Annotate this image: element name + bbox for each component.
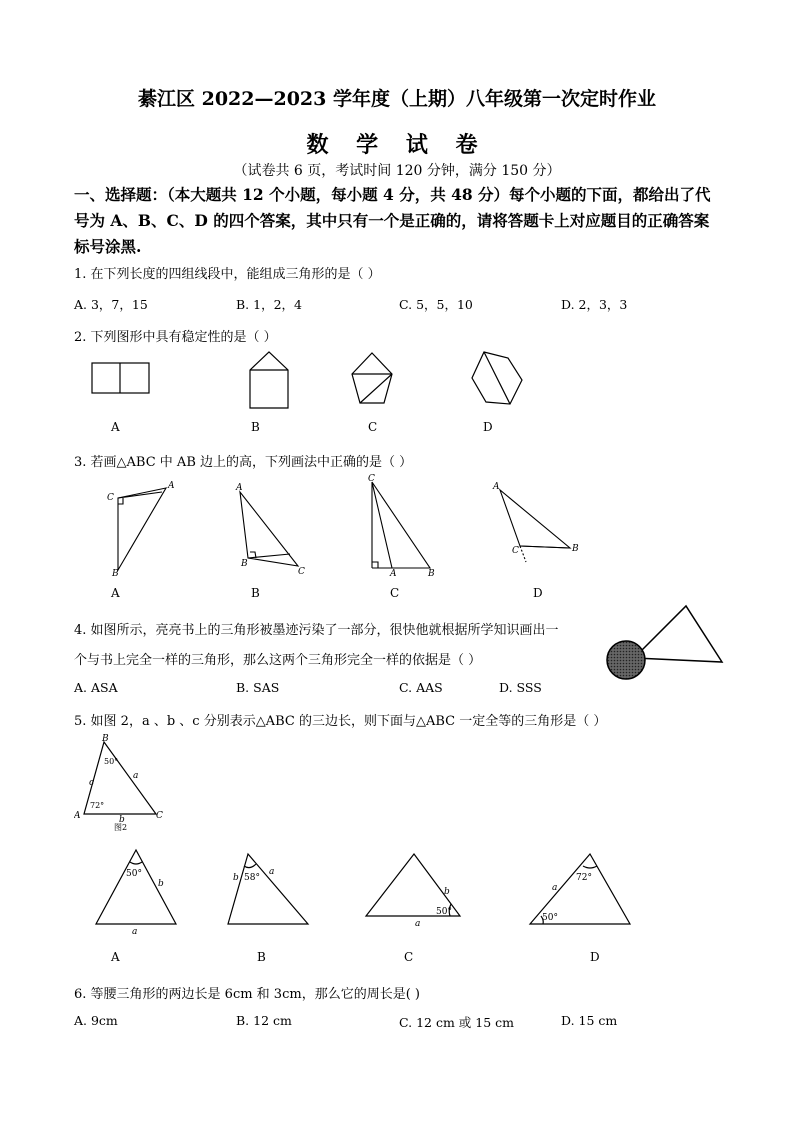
exam-note: （试卷共 6 页，考试时间 120 分钟，满分 150 分） [233, 163, 561, 179]
q1-option-d: D. 2，3，3 [561, 297, 628, 312]
q2-figures [80, 348, 550, 414]
q3-label-b: B [251, 586, 260, 600]
q5-option-figures [86, 840, 646, 936]
q3-d-point-a: A [493, 482, 500, 492]
q5-fig-a [96, 850, 176, 924]
q3-b-point-b: B [241, 559, 248, 569]
q4-option-b: B. SAS [236, 680, 280, 695]
q2-figure-d [472, 352, 522, 404]
q3-figure-a [118, 488, 166, 570]
svg-text:a: a [415, 919, 421, 929]
svg-text:图2: 图2 [114, 823, 128, 832]
svg-text:A: A [74, 811, 81, 821]
q3-label-d: D [533, 586, 543, 600]
q1-stem: 1. 在下列长度的四组线段中，能组成三角形的是（ ） [74, 267, 381, 282]
q3-d-point-b: B [572, 544, 579, 554]
q6-option-d: D. 15 cm [561, 1013, 618, 1028]
q3-figures [100, 474, 590, 580]
q5-stem: 5. 如图 2，a 、b 、c 分别表示△ABC 的三边长，则下面与△ABC 一定全等的三角形是（ ） [74, 714, 607, 729]
q4-stem-line1: 4. 如图所示，亮亮书上的三角形被墨迹污染了一部分，很快他就根据所学知识画出一 [74, 623, 559, 638]
svg-text:50°: 50° [104, 757, 119, 766]
q4-option-c: C. AAS [399, 680, 443, 695]
q3-figure-b [240, 492, 298, 566]
q5-label-c: C [404, 950, 414, 964]
q3-d-point-c: C [512, 546, 519, 556]
svg-text:72°: 72° [576, 873, 592, 883]
q4-stem-line2: 个与书上完全一样的三角形，那么这两个三角形完全一样的依据是（ ） [74, 653, 482, 668]
q3-b-point-a: A [236, 483, 243, 493]
q2-label-c: C [368, 420, 378, 434]
section-heading: 一、选择题：（本大题共 12 个小题，每小题 4 分，共 48 分）每个小题的下面，都给出了代号为 A、B、C、D 的四个答案，其中只有一个是正确的，请将答题卡上对应题目的正确答案标号涂黑. [74, 185, 711, 256]
q3-b-point-c: C [298, 567, 305, 577]
q2-label-a: A [111, 420, 120, 434]
svg-text:50°: 50° [542, 913, 558, 923]
svg-text:a: a [552, 883, 558, 893]
svg-text:c: c [89, 778, 95, 788]
svg-text:72°: 72° [90, 801, 105, 810]
svg-text:58°: 58° [244, 873, 260, 883]
q4-ink-figure [604, 602, 728, 684]
q5-reference-figure [74, 732, 174, 836]
q3-stem: 3. 若画△ABC 中 AB 边上的高，下列画法中正确的是（ ） [74, 455, 413, 470]
q6-option-b: B. 12 cm [236, 1013, 292, 1028]
q3-label-c: C [390, 586, 400, 600]
q3-figure-c [372, 482, 430, 568]
q3-c-point-a: A [390, 569, 397, 579]
q2-figure-a [92, 363, 149, 393]
q3-a-point-b: B [112, 569, 119, 579]
q2-label-d: D [483, 420, 493, 434]
svg-text:a: a [132, 927, 138, 936]
q4-option-d: D. SSS [499, 680, 542, 695]
svg-text:b: b [444, 887, 450, 897]
exam-title: 綦江区 2022—2023 学年度（上期）八年级第一次定时作业 [138, 88, 656, 110]
svg-text:a: a [133, 771, 139, 781]
q3-c-point-b: B [428, 569, 435, 579]
q3-a-point-a: A [168, 481, 175, 491]
q2-figure-c [352, 353, 392, 403]
svg-text:b: b [119, 815, 125, 825]
svg-text:b: b [233, 873, 239, 883]
q2-stem: 2. 下列图形中具有稳定性的是（ ） [74, 330, 277, 345]
q6-option-c: C. 12 cm 或 15 cm [399, 1015, 514, 1030]
q3-figure-d [500, 490, 570, 562]
svg-text:a: a [269, 867, 275, 877]
q1-option-a: A. 3，7，15 [74, 297, 148, 312]
exam-subtitle: 数 学 试 卷 [306, 132, 488, 158]
q5-label-d: D [590, 950, 600, 964]
q6-stem: 6. 等腰三角形的两边长是 6cm 和 3cm，那么它的周长是( ) [74, 987, 420, 1002]
q5-label-a: A [111, 950, 120, 964]
q3-label-a: A [111, 586, 120, 600]
q5-label-b: B [257, 950, 266, 964]
q5-fig-b [228, 854, 308, 924]
svg-text:b: b [158, 879, 164, 889]
svg-text:B: B [102, 734, 109, 744]
q1-option-b: B. 1，2，4 [236, 297, 302, 312]
q3-a-point-c: C [107, 493, 114, 503]
q4-option-a: A. ASA [74, 680, 118, 695]
q1-option-c: C. 5，5，10 [399, 297, 473, 312]
svg-text:50°: 50° [126, 869, 142, 879]
q3-c-point-c: C [368, 474, 375, 484]
q2-label-b: B [251, 420, 260, 434]
svg-text:50°: 50° [436, 907, 452, 917]
svg-text:C: C [156, 811, 163, 821]
q6-option-a: A. 9cm [74, 1013, 118, 1028]
q2-figure-b [250, 352, 288, 408]
ink-blot [607, 641, 645, 679]
